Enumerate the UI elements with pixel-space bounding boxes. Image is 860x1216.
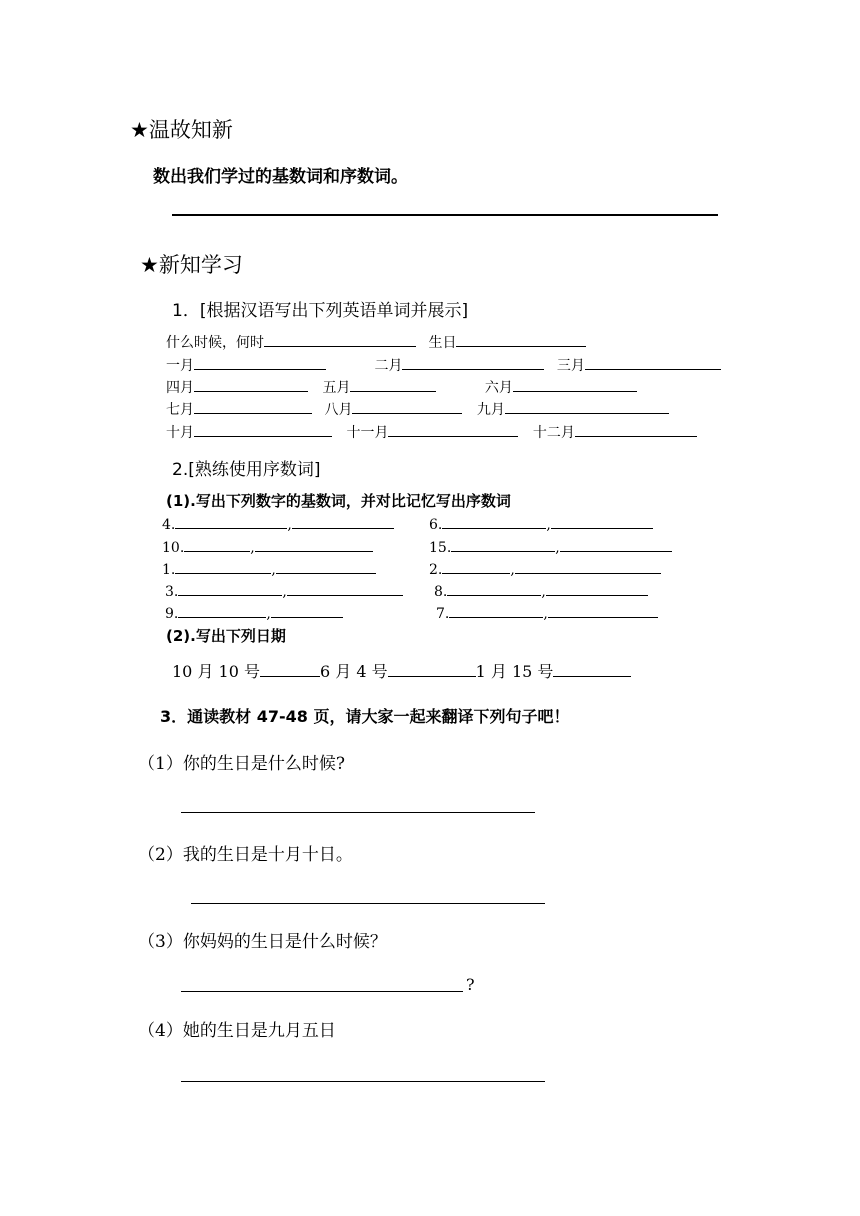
vocab-blank[interactable] — [350, 377, 436, 392]
vocab-label: 五月 — [322, 380, 351, 396]
review-instruction: 数出我们学过的基数词和序数词。 — [153, 167, 408, 187]
vocab-label: 什么时候，何时 — [166, 335, 264, 351]
ordinal-blank[interactable] — [546, 581, 648, 596]
number-item — [162, 514, 394, 533]
number-label: 1. — [162, 562, 176, 578]
number-item — [162, 559, 376, 578]
vocab-row-3 — [166, 377, 637, 397]
number-item — [162, 537, 373, 556]
sentence-1: （1）你的生日是什么时候? — [138, 754, 345, 774]
vocab-blank[interactable] — [194, 377, 308, 392]
dates-row — [172, 659, 631, 682]
cardinal-blank[interactable] — [449, 603, 543, 618]
vocab-blank[interactable] — [352, 399, 462, 414]
sentence-4: （4）她的生日是九月五日 — [138, 1021, 336, 1041]
ordinal-blank[interactable] — [515, 559, 661, 574]
cardinal-blank[interactable] — [451, 537, 555, 552]
vocab-blank[interactable] — [402, 355, 544, 370]
vocab-label: 三月 — [556, 358, 585, 374]
cardinal-blank[interactable] — [175, 514, 287, 529]
translation-blank-3[interactable] — [181, 991, 463, 992]
vocab-label: 六月 — [484, 380, 513, 396]
number-item — [436, 603, 658, 622]
date-label: 10 月 10 号 — [172, 662, 260, 681]
vocab-blank[interactable] — [194, 355, 326, 370]
number-label: 4. — [162, 517, 176, 533]
sentence-3: （3）你妈妈的生日是什么时候？ — [138, 932, 387, 952]
vocab-label: 十一月 — [346, 425, 389, 441]
translation-blank-1[interactable] — [181, 812, 535, 813]
number-item — [429, 537, 672, 556]
vocab-label: 九月 — [476, 402, 505, 418]
ordinal-blank[interactable] — [548, 603, 658, 618]
section2-sub2: (2).写出下列日期 — [166, 627, 286, 645]
number-label: 6. — [429, 517, 443, 533]
number-label: 8. — [434, 584, 448, 600]
comma: , — [543, 606, 548, 622]
sentence-2: （2）我的生日是十月十日。 — [138, 845, 353, 865]
vocab-row-4 — [166, 399, 669, 419]
number-item — [434, 581, 648, 600]
number-item — [165, 603, 343, 622]
vocab-blank[interactable] — [575, 422, 697, 437]
number-label: 2. — [429, 562, 443, 578]
ordinal-blank[interactable] — [292, 514, 394, 529]
review-heading: ★温故知新 — [130, 118, 233, 142]
cardinal-blank[interactable] — [184, 537, 250, 552]
vocab-blank[interactable] — [388, 422, 518, 437]
comma: , — [555, 540, 560, 556]
translation-blank-2[interactable] — [191, 903, 545, 904]
vocab-blank[interactable] — [264, 332, 416, 347]
vocab-blank[interactable] — [513, 377, 637, 392]
ordinal-blank[interactable] — [551, 514, 653, 529]
section1-title: 1．[根据汉语写出下列英语单词并展示] — [172, 301, 469, 321]
vocab-label: 十二月 — [532, 425, 575, 441]
cardinal-blank[interactable] — [175, 559, 271, 574]
cardinal-blank[interactable] — [447, 581, 541, 596]
cardinal-blank[interactable] — [178, 603, 266, 618]
vocab-label: 二月 — [374, 358, 403, 374]
ordinal-blank[interactable] — [560, 537, 672, 552]
cardinal-blank[interactable] — [442, 559, 510, 574]
date-blank[interactable] — [553, 662, 631, 677]
vocab-label: 七月 — [166, 402, 194, 418]
vocab-label: 生日 — [428, 335, 457, 351]
section2-sub1: (1).写出下列数字的基数词，并对比记忆写出序数词 — [166, 492, 511, 510]
ordinal-blank[interactable] — [255, 537, 373, 552]
section3-title: 3．通读教材 47-48 页，请大家一起来翻译下列句子吧！ — [160, 707, 570, 726]
date-blank[interactable] — [388, 662, 476, 677]
comma: , — [287, 517, 292, 533]
vocab-blank[interactable] — [585, 355, 721, 370]
number-label: 9. — [165, 606, 179, 622]
vocab-blank[interactable] — [456, 332, 586, 347]
number-item — [429, 559, 661, 578]
number-label: 7. — [436, 606, 450, 622]
number-label: 15. — [429, 540, 452, 556]
date-label: 1 月 15 号 — [475, 662, 554, 681]
section2-title: 2.[熟练使用序数词] — [172, 460, 321, 480]
cardinal-blank[interactable] — [178, 581, 282, 596]
vocab-row-2 — [166, 355, 721, 375]
cardinal-blank[interactable] — [442, 514, 546, 529]
vocab-label: 一月 — [166, 358, 194, 374]
question-mark: ? — [466, 975, 475, 994]
comma: , — [541, 584, 546, 600]
comma: , — [282, 584, 287, 600]
ordinal-blank[interactable] — [276, 559, 376, 574]
review-answer-line[interactable] — [172, 214, 718, 216]
number-label: 10. — [162, 540, 185, 556]
vocab-label: 四月 — [166, 380, 194, 396]
vocab-row-5 — [166, 422, 697, 442]
comma: , — [510, 562, 515, 578]
number-item — [429, 514, 653, 533]
comma: , — [250, 540, 255, 556]
vocab-blank[interactable] — [194, 422, 332, 437]
vocab-blank[interactable] — [505, 399, 669, 414]
comma: , — [266, 606, 271, 622]
vocab-blank[interactable] — [194, 399, 312, 414]
date-blank[interactable] — [260, 662, 320, 677]
ordinal-blank[interactable] — [287, 581, 403, 596]
date-label: 6 月 4 号 — [319, 662, 388, 681]
vocab-row-1 — [166, 332, 586, 352]
comma: , — [546, 517, 551, 533]
vocab-label: 十月 — [166, 425, 194, 441]
number-label: 3. — [165, 584, 179, 600]
ordinal-blank[interactable] — [271, 603, 343, 618]
translation-blank-4[interactable] — [181, 1081, 545, 1082]
comma: , — [271, 562, 276, 578]
vocab-label: 八月 — [324, 402, 353, 418]
number-item — [165, 581, 403, 600]
learn-heading: ★新知学习 — [140, 253, 243, 277]
